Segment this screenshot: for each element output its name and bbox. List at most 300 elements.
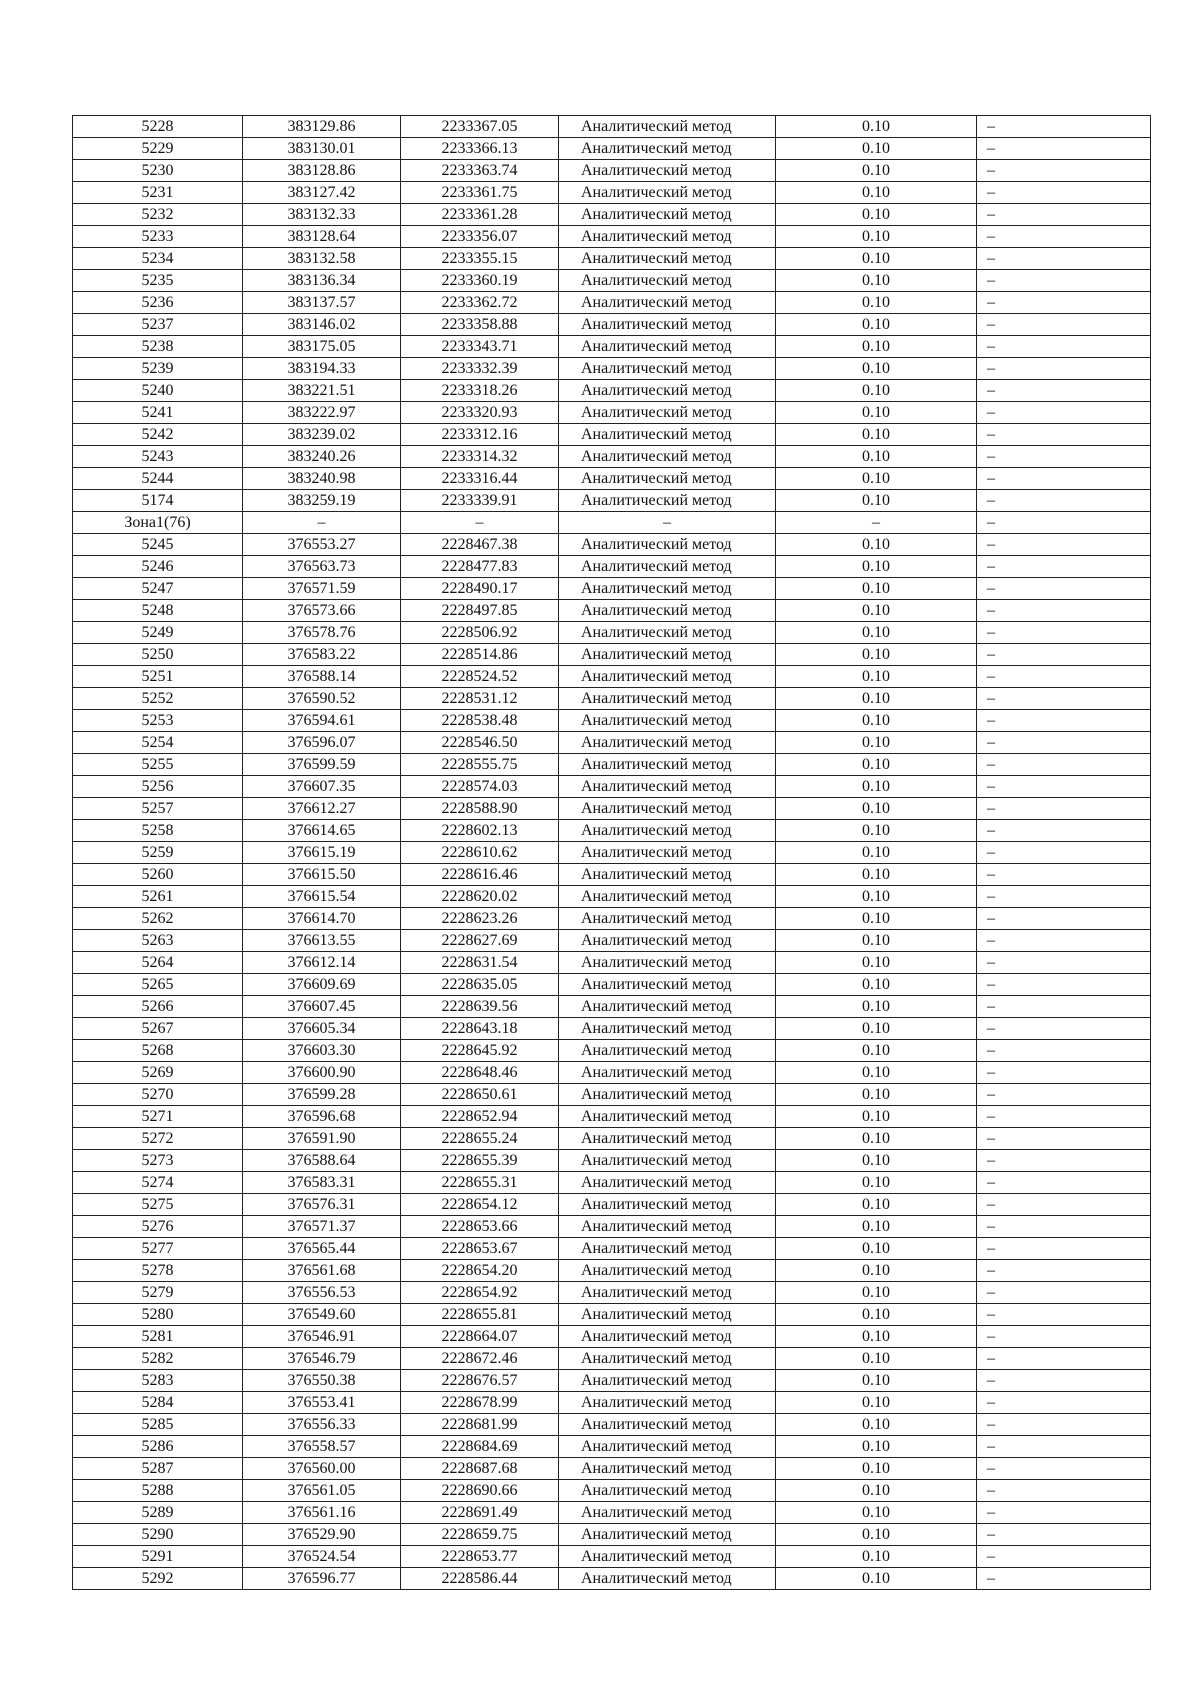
x-coordinate-cell: 383132.58 [243,248,401,270]
method-cell: Аналитический метод [559,1502,776,1524]
table-row [73,996,1151,1018]
y-coordinate-cell: 2228678.99 [401,1392,559,1414]
y-coordinate-cell: 2228574.03 [401,776,559,798]
table-row [73,204,1151,226]
y-coordinate-cell: 2233355.15 [401,248,559,270]
x-coordinate-cell: 383240.26 [243,446,401,468]
table-row [73,1524,1151,1546]
table-row [73,842,1151,864]
x-coordinate-cell: 376560.00 [243,1458,401,1480]
accuracy-cell: 0.10 [776,138,977,160]
accuracy-cell: 0.10 [776,1304,977,1326]
note-cell: – [977,1568,1151,1590]
y-coordinate-cell: 2228691.49 [401,1502,559,1524]
note-cell: – [977,1018,1151,1040]
note-cell: – [977,622,1151,644]
method-cell: Аналитический метод [559,1414,776,1436]
method-cell: Аналитический метод [559,226,776,248]
method-cell: Аналитический метод [559,1216,776,1238]
point-number-cell: 5238 [73,336,243,358]
accuracy-cell: 0.10 [776,248,977,270]
y-coordinate-cell: 2228531.12 [401,688,559,710]
note-cell: – [977,1480,1151,1502]
table-row [73,974,1151,996]
method-cell: Аналитический метод [559,160,776,182]
y-coordinate-cell: 2233314.32 [401,446,559,468]
method-cell: Аналитический метод [559,754,776,776]
method-cell: Аналитический метод [559,358,776,380]
note-cell: – [977,512,1151,534]
x-coordinate-cell: 376609.69 [243,974,401,996]
method-cell: Аналитический метод [559,1040,776,1062]
point-number-cell: 5257 [73,798,243,820]
note-cell: – [977,292,1151,314]
method-cell: Аналитический метод [559,1106,776,1128]
y-coordinate-cell: 2228506.92 [401,622,559,644]
point-number-cell: 5260 [73,864,243,886]
accuracy-cell: 0.10 [776,534,977,556]
table-row [73,1128,1151,1150]
point-number-cell: 5243 [73,446,243,468]
note-cell: – [977,314,1151,336]
y-coordinate-cell: 2228627.69 [401,930,559,952]
x-coordinate-cell: 376615.54 [243,886,401,908]
table-row [73,1458,1151,1480]
x-coordinate-cell: 376615.19 [243,842,401,864]
y-coordinate-cell: 2228655.31 [401,1172,559,1194]
accuracy-cell: 0.10 [776,754,977,776]
accuracy-cell: 0.10 [776,1150,977,1172]
point-number-cell: 5244 [73,468,243,490]
table-row [73,644,1151,666]
x-coordinate-cell: 376561.05 [243,1480,401,1502]
y-coordinate-cell: 2228654.92 [401,1282,559,1304]
x-coordinate-cell: 383259.19 [243,490,401,512]
note-cell: – [977,116,1151,138]
method-cell: Аналитический метод [559,1436,776,1458]
x-coordinate-cell: 376612.14 [243,952,401,974]
point-number-cell: 5231 [73,182,243,204]
y-coordinate-cell: 2228687.68 [401,1458,559,1480]
table-row [73,226,1151,248]
note-cell: – [977,446,1151,468]
x-coordinate-cell: 376599.59 [243,754,401,776]
accuracy-cell: 0.10 [776,1128,977,1150]
accuracy-cell: 0.10 [776,1238,977,1260]
accuracy-cell: 0.10 [776,358,977,380]
method-cell: Аналитический метод [559,974,776,996]
note-cell: – [977,908,1151,930]
table-row [73,578,1151,600]
table-row [73,336,1151,358]
y-coordinate-cell: 2228654.12 [401,1194,559,1216]
x-coordinate-cell: 376596.77 [243,1568,401,1590]
y-coordinate-cell: 2228490.17 [401,578,559,600]
method-cell: Аналитический метод [559,644,776,666]
y-coordinate-cell: 2228655.24 [401,1128,559,1150]
y-coordinate-cell: 2228676.57 [401,1370,559,1392]
point-number-cell: 5276 [73,1216,243,1238]
table-row [73,314,1151,336]
point-number-cell: 5279 [73,1282,243,1304]
x-coordinate-cell: 376583.22 [243,644,401,666]
y-coordinate-cell: 2228643.18 [401,1018,559,1040]
y-coordinate-cell: 2228659.75 [401,1524,559,1546]
accuracy-cell: 0.10 [776,776,977,798]
accuracy-cell: 0.10 [776,710,977,732]
table-row [73,908,1151,930]
note-cell: – [977,1106,1151,1128]
point-number-cell: 5247 [73,578,243,600]
note-cell: – [977,1304,1151,1326]
note-cell: – [977,358,1151,380]
y-coordinate-cell: 2228616.46 [401,864,559,886]
table-row [73,666,1151,688]
point-number-cell: 5264 [73,952,243,974]
table-row [73,248,1151,270]
note-cell: – [977,138,1151,160]
note-cell: – [977,688,1151,710]
x-coordinate-cell: 376524.54 [243,1546,401,1568]
note-cell: – [977,754,1151,776]
table-row [73,798,1151,820]
point-number-cell: 5254 [73,732,243,754]
method-cell: Аналитический метод [559,1524,776,1546]
y-coordinate-cell: 2228588.90 [401,798,559,820]
table-row [73,1018,1151,1040]
y-coordinate-cell: 2228524.52 [401,666,559,688]
y-coordinate-cell: 2233360.19 [401,270,559,292]
table-row [73,1546,1151,1568]
x-coordinate-cell: 383146.02 [243,314,401,336]
accuracy-cell: 0.10 [776,1524,977,1546]
y-coordinate-cell: 2228635.05 [401,974,559,996]
point-number-cell: 5267 [73,1018,243,1040]
table-row [73,952,1151,974]
y-coordinate-cell: 2233361.75 [401,182,559,204]
point-number-cell: 5239 [73,358,243,380]
accuracy-cell: 0.10 [776,1348,977,1370]
note-cell: – [977,842,1151,864]
y-coordinate-cell: 2228655.39 [401,1150,559,1172]
table-row [73,512,1151,534]
accuracy-cell: 0.10 [776,424,977,446]
table-row [73,622,1151,644]
point-number-cell: 5272 [73,1128,243,1150]
point-number-cell: 5246 [73,556,243,578]
accuracy-cell: 0.10 [776,1084,977,1106]
method-cell: Аналитический метод [559,996,776,1018]
point-number-cell: 5291 [73,1546,243,1568]
x-coordinate-cell: 376571.59 [243,578,401,600]
note-cell: – [977,1172,1151,1194]
table-row [73,1502,1151,1524]
point-number-cell: 5278 [73,1260,243,1282]
x-coordinate-cell: 376565.44 [243,1238,401,1260]
note-cell: – [977,732,1151,754]
point-number-cell: 5289 [73,1502,243,1524]
note-cell: – [977,248,1151,270]
table-row [73,732,1151,754]
accuracy-cell: 0.10 [776,1568,977,1590]
y-coordinate-cell: 2228477.83 [401,556,559,578]
x-coordinate-cell: 376553.27 [243,534,401,556]
y-coordinate-cell: 2228467.38 [401,534,559,556]
method-cell: Аналитический метод [559,1480,776,1502]
table-row [73,1568,1151,1590]
note-cell: – [977,1546,1151,1568]
method-cell: Аналитический метод [559,908,776,930]
x-coordinate-cell: 376614.70 [243,908,401,930]
y-coordinate-cell: 2228690.66 [401,1480,559,1502]
note-cell: – [977,644,1151,666]
table-row [73,160,1151,182]
note-cell: – [977,490,1151,512]
x-coordinate-cell: 376550.38 [243,1370,401,1392]
accuracy-cell: 0.10 [776,1172,977,1194]
x-coordinate-cell: 376596.68 [243,1106,401,1128]
accuracy-cell: 0.10 [776,556,977,578]
method-cell: Аналитический метод [559,336,776,358]
point-number-cell: 5232 [73,204,243,226]
table-row [73,1414,1151,1436]
accuracy-cell: 0.10 [776,820,977,842]
note-cell: – [977,336,1151,358]
coordinates-table [72,115,1151,1590]
table-row [73,380,1151,402]
table-row [73,424,1151,446]
accuracy-cell: 0.10 [776,380,977,402]
table-row [73,754,1151,776]
method-cell: Аналитический метод [559,556,776,578]
method-cell: Аналитический метод [559,446,776,468]
table-row [73,402,1151,424]
y-coordinate-cell: 2233366.13 [401,138,559,160]
x-coordinate-cell: 376529.90 [243,1524,401,1546]
table-row [73,1370,1151,1392]
x-coordinate-cell: 383239.02 [243,424,401,446]
x-coordinate-cell: 376583.31 [243,1172,401,1194]
y-coordinate-cell: 2228672.46 [401,1348,559,1370]
y-coordinate-cell: 2228645.92 [401,1040,559,1062]
accuracy-cell: 0.10 [776,1436,977,1458]
table-row [73,270,1151,292]
note-cell: – [977,1348,1151,1370]
method-cell: Аналитический метод [559,468,776,490]
method-cell: Аналитический метод [559,842,776,864]
y-coordinate-cell: 2233361.28 [401,204,559,226]
point-number-cell: 5269 [73,1062,243,1084]
point-number-cell: 5266 [73,996,243,1018]
table-row [73,930,1151,952]
table-row [73,1282,1151,1304]
point-number-cell: 5283 [73,1370,243,1392]
point-number-cell: 5251 [73,666,243,688]
y-coordinate-cell: 2228623.26 [401,908,559,930]
note-cell: – [977,534,1151,556]
point-number-cell: 5265 [73,974,243,996]
y-coordinate-cell: 2228655.81 [401,1304,559,1326]
x-coordinate-cell: 383129.86 [243,116,401,138]
accuracy-cell: 0.10 [776,798,977,820]
table-row [73,292,1151,314]
point-number-cell: 5268 [73,1040,243,1062]
y-coordinate-cell: 2228497.85 [401,600,559,622]
y-coordinate-cell: 2228639.56 [401,996,559,1018]
x-coordinate-cell: 376591.90 [243,1128,401,1150]
point-number-cell: 5174 [73,490,243,512]
y-coordinate-cell: 2233339.91 [401,490,559,512]
accuracy-cell: 0.10 [776,1326,977,1348]
accuracy-cell: 0.10 [776,226,977,248]
method-cell: Аналитический метод [559,1172,776,1194]
accuracy-cell: 0.10 [776,952,977,974]
accuracy-cell: 0.10 [776,930,977,952]
note-cell: – [977,1062,1151,1084]
point-number-cell: 5284 [73,1392,243,1414]
y-coordinate-cell: 2233367.05 [401,116,559,138]
note-cell: – [977,864,1151,886]
accuracy-cell: 0.10 [776,1040,977,1062]
accuracy-cell: 0.10 [776,468,977,490]
note-cell: – [977,1260,1151,1282]
point-number-cell: 5234 [73,248,243,270]
x-coordinate-cell: 376607.35 [243,776,401,798]
note-cell: – [977,996,1151,1018]
table-row [73,1260,1151,1282]
point-number-cell: 5274 [73,1172,243,1194]
method-cell: Аналитический метод [559,864,776,886]
accuracy-cell: 0.10 [776,864,977,886]
x-coordinate-cell: 376556.53 [243,1282,401,1304]
x-coordinate-cell: 376614.65 [243,820,401,842]
x-coordinate-cell: 376596.07 [243,732,401,754]
note-cell: – [977,1370,1151,1392]
method-cell: Аналитический метод [559,666,776,688]
point-number-cell: 5250 [73,644,243,666]
accuracy-cell: 0.10 [776,886,977,908]
accuracy-cell: 0.10 [776,292,977,314]
x-coordinate-cell: 383128.86 [243,160,401,182]
note-cell: – [977,710,1151,732]
y-coordinate-cell: 2228648.46 [401,1062,559,1084]
x-coordinate-cell: 383127.42 [243,182,401,204]
method-cell: – [559,512,776,534]
method-cell: Аналитический метод [559,1568,776,1590]
note-cell: – [977,1084,1151,1106]
note-cell: – [977,1150,1151,1172]
point-number-cell: 5288 [73,1480,243,1502]
method-cell: Аналитический метод [559,270,776,292]
note-cell: – [977,1458,1151,1480]
method-cell: Аналитический метод [559,1348,776,1370]
note-cell: – [977,380,1151,402]
x-coordinate-cell: 376561.68 [243,1260,401,1282]
accuracy-cell: 0.10 [776,314,977,336]
table-row [73,446,1151,468]
y-coordinate-cell: 2228654.20 [401,1260,559,1282]
table-row [73,1480,1151,1502]
y-coordinate-cell: 2233356.07 [401,226,559,248]
method-cell: Аналитический метод [559,600,776,622]
point-number-cell: 5262 [73,908,243,930]
note-cell: – [977,1502,1151,1524]
point-number-cell: 5248 [73,600,243,622]
x-coordinate-cell: 383130.01 [243,138,401,160]
method-cell: Аналитический метод [559,248,776,270]
table-row [73,534,1151,556]
table-row [73,820,1151,842]
x-coordinate-cell: 383240.98 [243,468,401,490]
point-number-cell: 5275 [73,1194,243,1216]
accuracy-cell: 0.10 [776,996,977,1018]
x-coordinate-cell: 383132.33 [243,204,401,226]
point-number-cell: 5261 [73,886,243,908]
y-coordinate-cell: 2228653.67 [401,1238,559,1260]
table-row [73,1436,1151,1458]
note-cell: – [977,1216,1151,1238]
x-coordinate-cell: 376556.33 [243,1414,401,1436]
x-coordinate-cell: 376607.45 [243,996,401,1018]
point-number-cell: 5233 [73,226,243,248]
accuracy-cell: 0.10 [776,336,977,358]
point-number-cell: 5252 [73,688,243,710]
point-number-cell: 5228 [73,116,243,138]
note-cell: – [977,1326,1151,1348]
method-cell: Аналитический метод [559,886,776,908]
table-row [73,1084,1151,1106]
note-cell: – [977,424,1151,446]
y-coordinate-cell: 2228653.77 [401,1546,559,1568]
method-cell: Аналитический метод [559,1238,776,1260]
point-number-cell: 5259 [73,842,243,864]
method-cell: Аналитический метод [559,138,776,160]
method-cell: Аналитический метод [559,1546,776,1568]
point-number-cell: 5292 [73,1568,243,1590]
note-cell: – [977,1194,1151,1216]
note-cell: – [977,1282,1151,1304]
accuracy-cell: 0.10 [776,1458,977,1480]
table-row [73,1326,1151,1348]
note-cell: – [977,468,1151,490]
table-row [73,116,1151,138]
method-cell: Аналитический метод [559,534,776,556]
point-number-cell: 5258 [73,820,243,842]
y-coordinate-cell: 2233343.71 [401,336,559,358]
note-cell: – [977,930,1151,952]
point-number-cell: 5282 [73,1348,243,1370]
point-number-cell: 5287 [73,1458,243,1480]
table-row [73,1150,1151,1172]
y-coordinate-cell: 2233316.44 [401,468,559,490]
method-cell: Аналитический метод [559,688,776,710]
accuracy-cell: 0.10 [776,446,977,468]
y-coordinate-cell: 2228538.48 [401,710,559,732]
x-coordinate-cell: 376612.27 [243,798,401,820]
accuracy-cell: 0.10 [776,622,977,644]
point-number-cell: 5281 [73,1326,243,1348]
note-cell: – [977,776,1151,798]
note-cell: – [977,160,1151,182]
method-cell: Аналитический метод [559,424,776,446]
accuracy-cell: 0.10 [776,1392,977,1414]
point-number-cell: 5245 [73,534,243,556]
table-row [73,1106,1151,1128]
point-number-cell: 5253 [73,710,243,732]
method-cell: Аналитический метод [559,1304,776,1326]
table-row [73,1348,1151,1370]
table-row [73,710,1151,732]
